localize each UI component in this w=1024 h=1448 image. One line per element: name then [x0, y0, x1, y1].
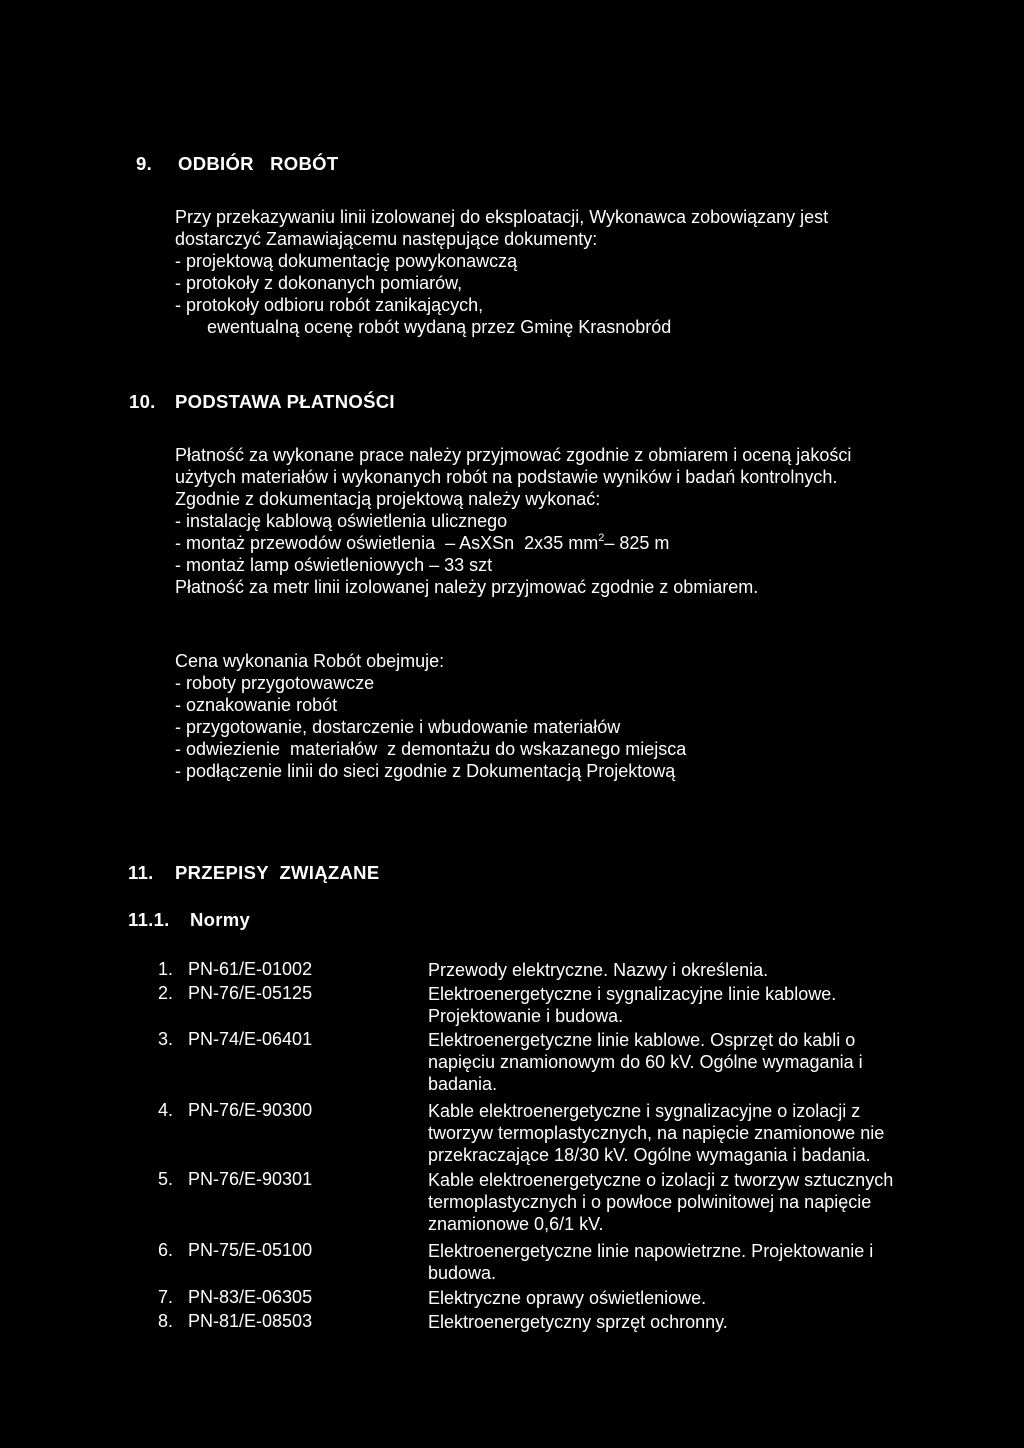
norm-number: 7.	[158, 1287, 174, 1307]
norm-description-line: termoplastycznych i o powłoce polwinitowej na napięcie	[428, 1192, 872, 1212]
norm-code: PN-75/E-05100	[188, 1240, 313, 1260]
norm-number: 8.	[158, 1311, 174, 1331]
body-line: - montaż lamp oświetleniowych – 33 szt	[175, 555, 493, 575]
body-line: dostarczyć Zamawiającemu następujące dokumenty:	[175, 229, 598, 249]
body-line: Zgodnie z dokumentacją projektową należy wykonać:	[175, 489, 601, 509]
norm-description-line: przekraczające 18/30 kV. Ogólne wymagania i badania.	[428, 1145, 871, 1165]
body-line: Płatność za metr linii izolowanej należy przyjmować zgodnie z obmiarem.	[175, 577, 759, 597]
price-line: - przygotowanie, dostarczenie i wbudowanie materiałów	[175, 717, 621, 737]
norm-description-line: badania.	[428, 1074, 498, 1094]
cable-line	[175, 532, 851, 554]
norm-number: 4.	[158, 1100, 174, 1120]
price-list	[175, 650, 686, 782]
body-line: użytych materiałów i wykonanych robót na podstawie wyników i badań kontrolnych.	[175, 467, 838, 487]
norm-code: PN-76/E-90300	[188, 1100, 313, 1120]
section-11-1-title: Normy	[190, 909, 251, 930]
norm-description	[428, 1100, 884, 1166]
norm-description	[428, 959, 768, 981]
norm-description-line: Elektroenergetyczne i sygnalizacyjne linie kablowe.	[428, 984, 837, 1004]
body-line: - projektową dokumentację powykonawczą	[175, 251, 518, 271]
price-line: - odwiezienie materiałów z demontażu do wskazanego miejsca	[175, 739, 687, 759]
norm-description-line: znamionowe 0,6/1 kV.	[428, 1214, 604, 1234]
norm-description-line: Elektroenergetyczny sprzęt ochronny.	[428, 1312, 728, 1332]
cable-line-superscript: 2	[598, 532, 605, 544]
body-line: Płatność za wykonane prace należy przyjmować zgodnie z obmiarem i oceną jakości	[175, 445, 852, 465]
norm-code: PN-76/E-05125	[188, 983, 313, 1003]
section-9-body	[175, 206, 828, 338]
norm-description-line: Kable elektroenergetyczne o izolacji z tworzyw sztucznych	[428, 1170, 894, 1190]
norm-description	[428, 1240, 873, 1284]
norm-description-line: Elektryczne oprawy oświetleniowe.	[428, 1288, 707, 1308]
norm-description-line: Elektroenergetyczne linie kablowe. Osprzęt do kabli o	[428, 1030, 856, 1050]
section-11-1-number: 11.1.	[128, 909, 170, 930]
cable-line-suffix: – 825 m	[604, 533, 670, 553]
price-line: - oznakowanie robót	[175, 695, 338, 715]
norm-description-line: budowa.	[428, 1263, 497, 1283]
norm-number: 5.	[158, 1169, 174, 1189]
norm-code: PN-83/E-06305	[188, 1287, 313, 1307]
price-line: - roboty przygotowawcze	[175, 673, 375, 693]
body-line: Przy przekazywaniu linii izolowanej do eksploatacji, Wykonawca zobowiązany jest	[175, 207, 829, 227]
body-line: - instalację kablową oświetlenia ulicznego	[175, 511, 508, 531]
section-9-number: 9.	[136, 153, 153, 174]
norm-description-line: Przewody elektryczne. Nazwy i określenia.	[428, 960, 769, 980]
norm-description-line: Projektowanie i budowa.	[428, 1006, 624, 1026]
norm-description-line: Elektroenergetyczne linie napowietrzne. Projektowanie i	[428, 1241, 874, 1261]
norm-number: 2.	[158, 983, 174, 1003]
section-11-number: 11.	[128, 862, 154, 883]
norm-description-line: tworzyw termoplastycznych, na napięcie znamionowe nie	[428, 1123, 885, 1143]
body-line: ewentualną ocenę robót wydaną przez Gminę Krasnobród	[207, 317, 672, 337]
norm-description	[428, 1287, 706, 1309]
norm-description-line: napięciu znamionowym do 60 kV. Ogólne wymagania i	[428, 1052, 863, 1072]
norm-description	[428, 1029, 863, 1095]
body-line: - protokoły odbioru robót zanikających,	[175, 295, 484, 315]
norm-number: 3.	[158, 1029, 174, 1049]
norm-description-line: Kable elektroenergetyczne i sygnalizacyjne o izolacji z	[428, 1101, 861, 1121]
norm-code: PN-81/E-08503	[188, 1311, 313, 1331]
section-10-title: PODSTAWA PŁATNOŚCI	[175, 391, 395, 412]
norm-number: 1.	[158, 959, 174, 979]
norm-description	[428, 1169, 893, 1235]
price-line: Cena wykonania Robót obejmuje:	[175, 651, 445, 671]
body-line: - protokoły z dokonanych pomiarów,	[175, 273, 463, 293]
price-line: - podłączenie linii do sieci zgodnie z Dokumentacją Projektową	[175, 761, 676, 781]
norm-number: 6.	[158, 1240, 174, 1260]
section-10-body	[175, 444, 851, 598]
section-9-title: ODBIÓR ROBÓT	[178, 153, 339, 174]
norm-code: PN-76/E-90301	[188, 1169, 313, 1189]
norm-description	[428, 1311, 728, 1333]
section-11-title: PRZEPISY ZWIĄZANE	[175, 862, 380, 883]
section-10-number: 10.	[129, 391, 156, 412]
norm-code: PN-61/E-01002	[188, 959, 313, 979]
cable-line-prefix: - montaż przewodów oświetlenia – AsXSn 2x35 mm	[175, 533, 599, 553]
norm-description	[428, 983, 836, 1027]
norm-code: PN-74/E-06401	[188, 1029, 313, 1049]
